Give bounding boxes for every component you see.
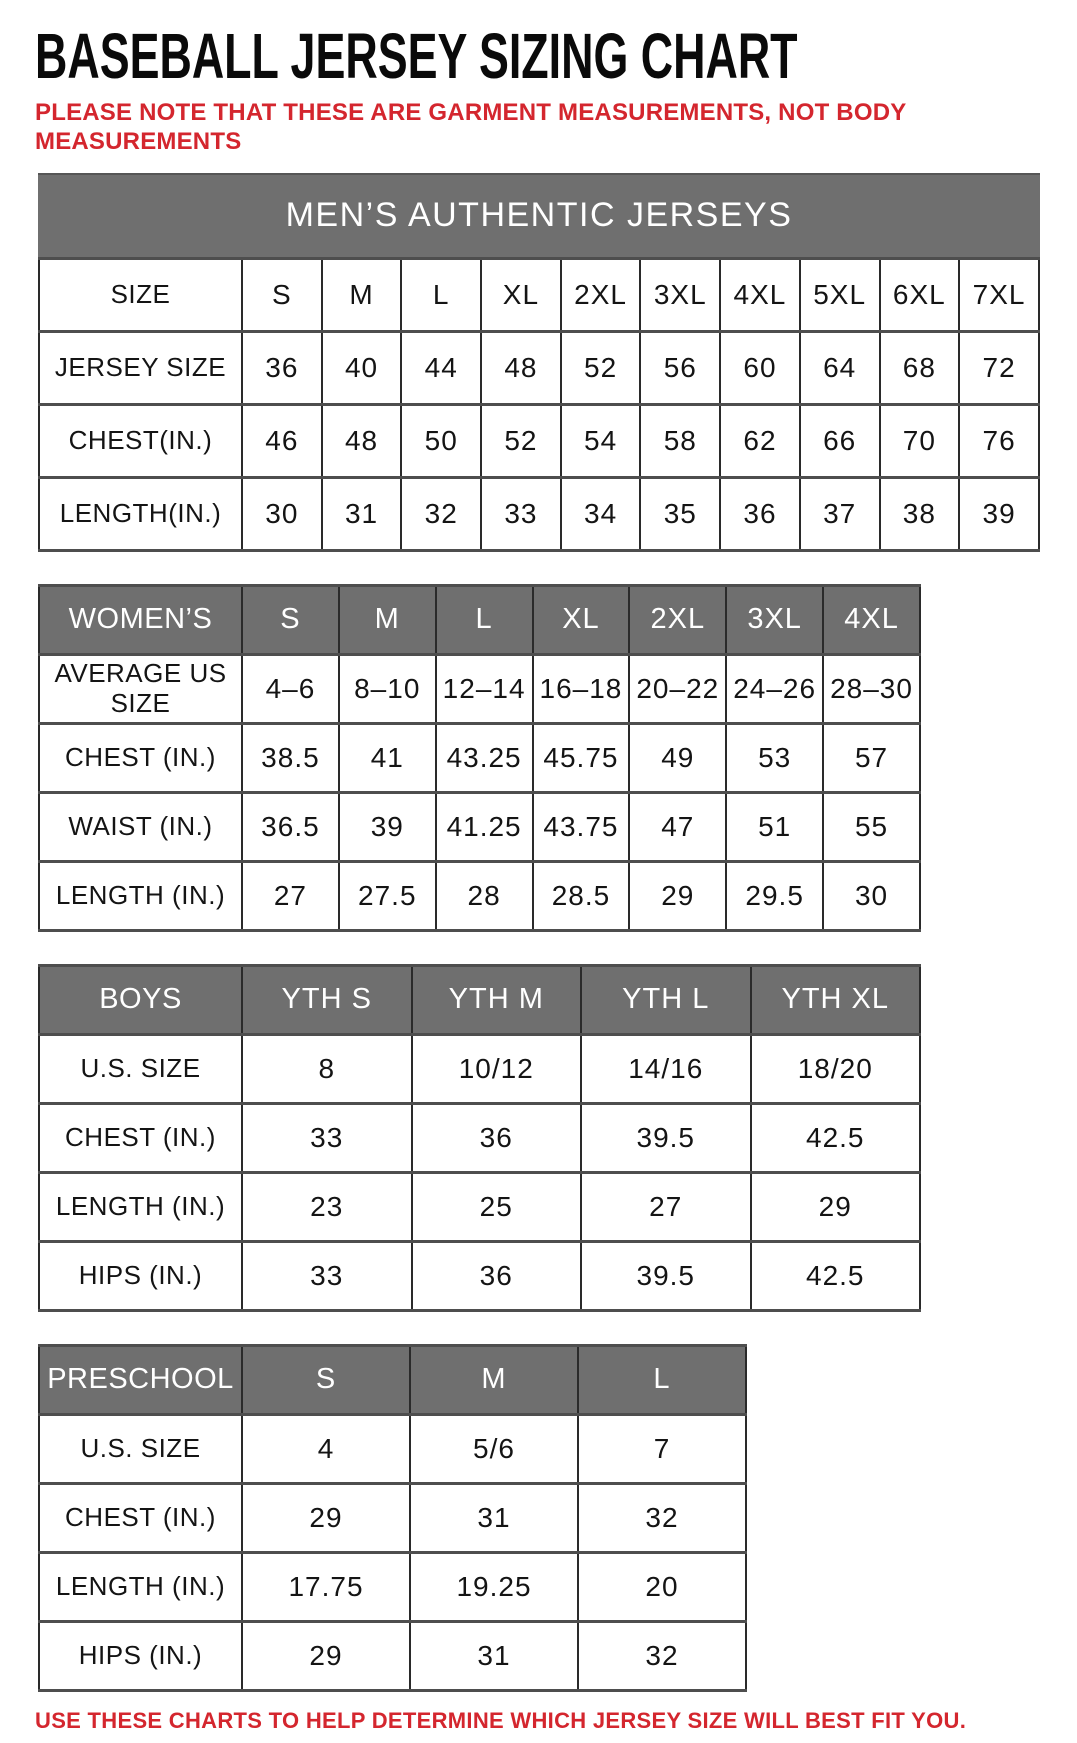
table-title-cell: SIZE [39,258,242,331]
row-label-cell: LENGTH (IN.) [39,1552,242,1621]
size-value-cell: 31 [322,477,402,550]
table-header-row [39,965,920,1034]
size-value-cell: 27 [242,861,339,930]
size-value-cell: 4 [242,1414,410,1483]
column-header-cell: 6XL [880,258,960,331]
column-header-cell: XL [533,585,630,654]
column-header-cell: L [436,585,533,654]
size-value-cell: 40 [322,331,402,404]
size-value-cell: 66 [800,404,880,477]
size-value-cell: 29 [242,1483,410,1552]
size-value-cell: 39 [339,792,436,861]
size-value-cell: 29 [242,1621,410,1690]
table-row [39,331,1039,404]
size-value-cell: 39.5 [581,1103,751,1172]
column-header-cell: 3XL [640,258,720,331]
column-header-cell: S [242,258,322,331]
row-label-cell: CHEST (IN.) [39,1483,242,1552]
size-value-cell: 28–30 [823,654,920,723]
size-value-cell: 43.25 [436,723,533,792]
column-header-cell: 3XL [726,585,823,654]
womens-sizing-table [38,584,921,932]
size-value-cell: 19.25 [410,1552,578,1621]
column-header-cell: S [242,1345,410,1414]
size-value-cell: 23 [242,1172,412,1241]
column-header-cell: L [578,1345,746,1414]
table-row [39,1103,920,1172]
size-value-cell: 53 [726,723,823,792]
size-value-cell: 27 [581,1172,751,1241]
column-header-cell: L [401,258,481,331]
row-label-cell: AVERAGE US SIZE [39,654,242,723]
size-value-cell: 46 [242,404,322,477]
column-header-cell: 4XL [720,258,800,331]
size-value-cell: 62 [720,404,800,477]
size-value-cell: 51 [726,792,823,861]
size-value-cell: 28.5 [533,861,630,930]
size-value-cell: 29.5 [726,861,823,930]
size-value-cell: 20–22 [629,654,726,723]
size-value-cell: 7 [578,1414,746,1483]
table-row [39,723,920,792]
size-value-cell: 31 [410,1483,578,1552]
size-value-cell: 32 [578,1483,746,1552]
table-row [39,792,920,861]
mens-sizing-table [38,257,1040,552]
table-title-cell: WOMEN’S [39,585,242,654]
size-value-cell: 47 [629,792,726,861]
column-header-cell: 2XL [561,258,641,331]
garment-measurement-note: PLEASE NOTE THAT THESE ARE GARMENT MEASUREMENTS, NOT BODY MEASUREMENTS [35,99,907,156]
size-value-cell: 52 [561,331,641,404]
preschool-sizing-table [38,1344,747,1692]
size-value-cell: 49 [629,723,726,792]
size-value-cell: 33 [242,1241,412,1310]
size-value-cell: 8–10 [339,654,436,723]
size-value-cell: 25 [412,1172,582,1241]
size-value-cell: 4–6 [242,654,339,723]
size-value-cell: 39 [959,477,1039,550]
size-value-cell: 68 [880,331,960,404]
row-label-cell: LENGTH (IN.) [39,861,242,930]
size-value-cell: 60 [720,331,800,404]
table-title-cell: BOYS [39,965,242,1034]
table-row [39,477,1039,550]
size-value-cell: 41 [339,723,436,792]
size-value-cell: 36 [412,1103,582,1172]
table-row [39,404,1039,477]
size-value-cell: 10/12 [412,1034,582,1103]
boys-sizing-table [38,964,921,1312]
table-row [39,1241,920,1310]
size-value-cell: 50 [401,404,481,477]
column-header-cell: M [339,585,436,654]
size-value-cell: 33 [242,1103,412,1172]
size-value-cell: 41.25 [436,792,533,861]
size-value-cell: 56 [640,331,720,404]
size-value-cell: 20 [578,1552,746,1621]
size-value-cell: 64 [800,331,880,404]
size-value-cell: 24–26 [726,654,823,723]
column-header-cell: 5XL [800,258,880,331]
size-value-cell: 45.75 [533,723,630,792]
size-value-cell: 31 [410,1621,578,1690]
size-value-cell: 55 [823,792,920,861]
fit-advice-footer: USE THESE CHARTS TO HELP DETERMINE WHICH JERSEY SIZE WILL BEST FIT YOU. [35,1707,967,1733]
size-value-cell: 42.5 [751,1103,921,1172]
column-header-cell: YTH M [412,965,582,1034]
size-value-cell: 16–18 [533,654,630,723]
column-header-cell: XL [481,258,561,331]
table-row [39,861,920,930]
size-value-cell: 28 [436,861,533,930]
table-row [39,1621,746,1690]
size-value-cell: 72 [959,331,1039,404]
row-label-cell: WAIST (IN.) [39,792,242,861]
size-value-cell: 76 [959,404,1039,477]
size-value-cell: 70 [880,404,960,477]
row-label-cell: LENGTH(IN.) [39,477,242,550]
size-value-cell: 8 [242,1034,412,1103]
size-value-cell: 17.75 [242,1552,410,1621]
column-header-cell: M [322,258,402,331]
table-row [39,1414,746,1483]
size-value-cell: 36 [720,477,800,550]
column-header-cell: YTH S [242,965,412,1034]
size-value-cell: 37 [800,477,880,550]
table-header-row [39,258,1039,331]
size-value-cell: 12–14 [436,654,533,723]
column-header-cell: 2XL [629,585,726,654]
row-label-cell: JERSEY SIZE [39,331,242,404]
size-value-cell: 30 [242,477,322,550]
size-value-cell: 38.5 [242,723,339,792]
size-value-cell: 36 [412,1241,582,1310]
column-header-cell: YTH L [581,965,751,1034]
row-label-cell: CHEST (IN.) [39,1103,242,1172]
size-value-cell: 54 [561,404,641,477]
column-header-cell: 4XL [823,585,920,654]
size-value-cell: 36 [242,331,322,404]
size-value-cell: 48 [481,331,561,404]
table-header-row [39,1345,746,1414]
size-value-cell: 27.5 [339,861,436,930]
size-value-cell: 18/20 [751,1034,921,1103]
size-value-cell: 39.5 [581,1241,751,1310]
table-row [39,654,920,723]
size-value-cell: 44 [401,331,481,404]
size-value-cell: 48 [322,404,402,477]
row-label-cell: HIPS (IN.) [39,1621,242,1690]
size-value-cell: 29 [751,1172,921,1241]
size-value-cell: 57 [823,723,920,792]
row-label-cell: HIPS (IN.) [39,1241,242,1310]
table-row [39,1034,920,1103]
column-header-cell: YTH XL [751,965,921,1034]
column-header-cell: M [410,1345,578,1414]
table-header-row [39,585,920,654]
size-value-cell: 32 [401,477,481,550]
size-value-cell: 38 [880,477,960,550]
size-value-cell: 29 [629,861,726,930]
column-header-cell: 7XL [959,258,1039,331]
page-title: BASEBALL JERSEY SIZING CHART [35,20,798,92]
table-row [39,1172,920,1241]
row-label-cell: U.S. SIZE [39,1034,242,1103]
size-value-cell: 32 [578,1621,746,1690]
row-label-cell: CHEST (IN.) [39,723,242,792]
table-title-cell: PRESCHOOL [39,1345,242,1414]
size-value-cell: 33 [481,477,561,550]
size-value-cell: 36.5 [242,792,339,861]
size-value-cell: 14/16 [581,1034,751,1103]
row-label-cell: U.S. SIZE [39,1414,242,1483]
size-value-cell: 43.75 [533,792,630,861]
size-value-cell: 58 [640,404,720,477]
size-value-cell: 34 [561,477,641,550]
column-header-cell: S [242,585,339,654]
table-row [39,1552,746,1621]
row-label-cell: CHEST(IN.) [39,404,242,477]
row-label-cell: LENGTH (IN.) [39,1172,242,1241]
size-value-cell: 5/6 [410,1414,578,1483]
size-value-cell: 52 [481,404,561,477]
size-value-cell: 35 [640,477,720,550]
size-value-cell: 30 [823,861,920,930]
table-row [39,1483,746,1552]
size-value-cell: 42.5 [751,1241,921,1310]
mens-authentic-jerseys-banner: MEN’S AUTHENTIC JERSEYS [38,173,1040,257]
